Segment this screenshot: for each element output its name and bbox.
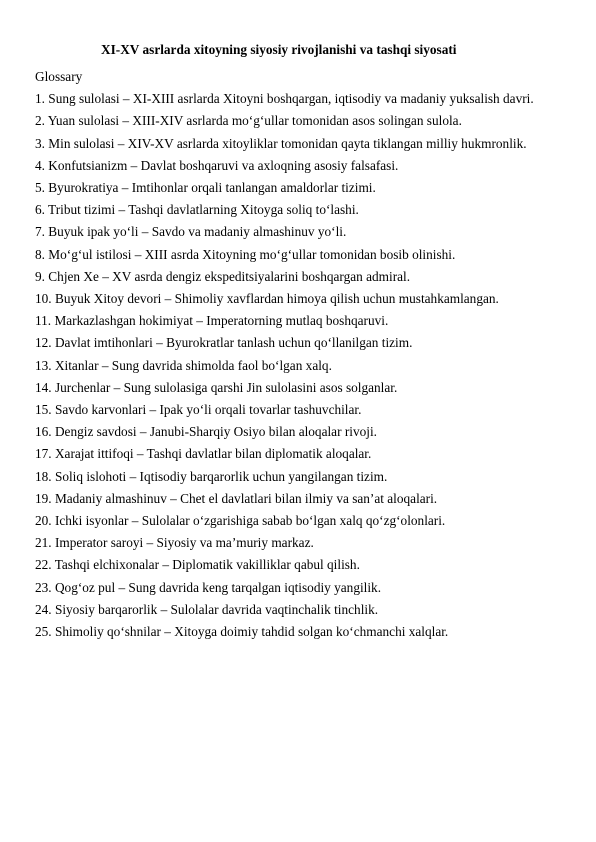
glossary-item-2: 2. Yuan sulolasi – XIII-XIV asrlarda mo‘g‘ullar tomonidan asos solingan sulola.: [35, 113, 462, 129]
document-title: XI-XV asrlarda xitoyning siyosiy rivojlanishi va tashqi siyosati: [101, 42, 457, 57]
glossary-item-10: 10. Buyuk Xitoy devori – Shimoliy xavflardan himoya qilish uchun mustahkamlangan.: [35, 291, 499, 307]
glossary-item-8: 8. Mo‘g‘ul istilosi – XIII asrda Xitoyning mo‘g‘ullar tomonidan bosib olinishi.: [35, 246, 456, 262]
glossary-item-16: 16. Dengiz savdosi – Janubi-Sharqiy Osiyo bilan aloqalar rivoji.: [35, 424, 377, 440]
glossary-item-18: 18. Soliq islohoti – Iqtisodiy barqarorlik uchun yangilangan tizim.: [35, 468, 388, 484]
glossary-item-13: 13. Xitanlar – Sung davrida shimolda faol bo‘lgan xalq.: [35, 357, 332, 373]
glossary-item-9: 9. Chjen Xe – XV asrda dengiz ekspeditsiyalarini boshqargan admiral.: [35, 268, 411, 284]
glossary-heading: Glossary: [35, 69, 83, 84]
glossary-item-1: 1. Sung sulolasi – XI-XIII asrlarda Xitoyni boshqargan, iqtisodiy va madaniy yuksalish davri.: [35, 91, 534, 107]
glossary-item-22: 22. Tashqi elchixonalar – Diplomatik vakilliklar qabul qilish.: [35, 557, 360, 573]
glossary-item-11: 11. Markazlashgan hokimiyat – Imperatorning mutlaq boshqaruvi.: [35, 313, 389, 329]
glossary-item-6: 6. Tribut tizimi – Tashqi davlatlarning Xitoyga soliq to‘lashi.: [35, 202, 359, 218]
glossary-item-4: 4. Konfutsianizm – Davlat boshqaruvi va axloqning asosiy falsafasi.: [35, 157, 399, 173]
glossary-item-24: 24. Siyosiy barqarorlik – Sulolalar davrida vaqtinchalik tinchlik.: [35, 601, 379, 617]
glossary-item-5: 5. Byurokratiya – Imtihonlar orqali tanlangan amaldorlar tizimi.: [35, 180, 376, 196]
glossary-item-25: 25. Shimoliy qo‘shnilar – Xitoyga doimiy tahdid solgan ko‘chmanchi xalqlar.: [35, 624, 449, 640]
glossary-item-20: 20. Ichki isyonlar – Sulolalar o‘zgarishiga sabab bo‘lgan xalq qo‘zg‘olonlari.: [35, 513, 446, 529]
glossary-item-17: 17. Xarajat ittifoqi – Tashqi davlatlar bilan diplomatik aloqalar.: [35, 446, 372, 462]
glossary-item-3: 3. Min sulolasi – XIV-XV asrlarda xitoyliklar tomonidan qayta tiklangan milliy hukmronlik.: [35, 135, 527, 151]
glossary-section: [35, 66, 541, 643]
glossary-item-7: 7. Buyuk ipak yo‘li – Savdo va madaniy almashinuv yo‘li.: [35, 224, 347, 240]
glossary-item-14: 14. Jurchenlar – Sung sulolasiga qarshi Jin sulolasini asos solganlar.: [35, 379, 398, 395]
glossary-item-12: 12. Davlat imtihonlari – Byurokratlar tanlash uchun qo‘llanilgan tizim.: [35, 335, 413, 351]
glossary-item-23: 23. Qog‘oz pul – Sung davrida keng tarqalgan iqtisodiy yangilik.: [35, 579, 382, 595]
glossary-item-19: 19. Madaniy almashinuv – Chet el davlatlari bilan ilmiy va san’at aloqalari.: [35, 490, 438, 506]
glossary-item-15: 15. Savdo karvonlari – Ipak yo‘li orqali tovarlar tashuvchilar.: [35, 402, 362, 418]
glossary-item-21: 21. Imperator saroyi – Siyosiy va ma’muriy markaz.: [35, 535, 314, 551]
